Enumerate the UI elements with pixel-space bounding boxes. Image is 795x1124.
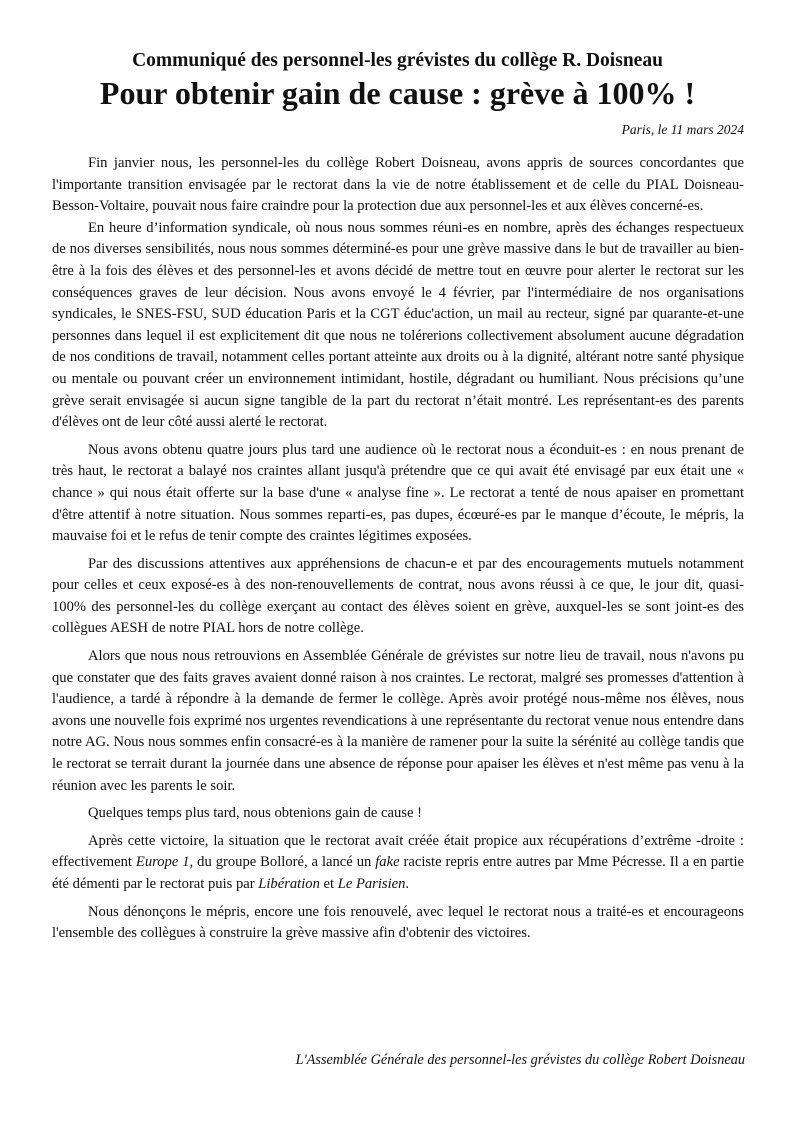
paragraph-1: Fin janvier nous, les personnel-les du collège Robert Doisneau, avons appris de sources concordantes que l'importante transition envisagée par le rectorat dans la vie de notre établissement et de celle du PIAL Doisneau-Besson-Voltaire, pouvait nous faire craindre pour la protection due aux personnel-les et aux élèves concerné-es. bbox=[52, 155, 744, 215]
p7-europe1: Europe 1 bbox=[135, 854, 190, 871]
communique-heading: Communiqué des personnel-les grévistes du collège R. Doisneau bbox=[132, 50, 663, 71]
body-text bbox=[52, 153, 744, 945]
paragraph-7 bbox=[52, 831, 744, 896]
paragraph-5: Alors que nous nous retrouvions en Assemblée Générale de grévistes sur notre lieu de travail, nous n'avons pu que constater que des faits graves avaient donné raison à nos craintes. Le rectorat, malgré ses promesses d'attention à l'audience, a tardé à répondre à la demande de fermer le collège. Après avoir protégé nous-même nos élèves, nous avons une nouvelle fois exprimé nos urgentes revendications à une représentante du rectorat venue nous entendre dans notre AG. Nous nous sommes enfin consacré-es à la manière de ramener pour la suite la sérénité au collège tandis que le rectorat se terrait durant la journée dans une absence de réponse pour apaiser les élèves et n'est même pas venu à la réunion avec les parents le soir. bbox=[52, 648, 744, 794]
paragraph-6: Quelques temps plus tard, nous obtenions gain de cause ! bbox=[88, 805, 422, 822]
paragraph-8: Nous dénonçons le mépris, encore une fois renouvelé, avec lequel le rectorat nous a traité-es et encourageons l'ensemble des collègues à construire la grève massive afin d'obtenir des victoires. bbox=[52, 903, 744, 942]
p7-le-parisien: Le Parisien bbox=[337, 876, 406, 892]
p7-text-c: , du groupe Bolloré, a lancé un bbox=[189, 854, 376, 871]
p7-text-e: raciste repris entre autres par Mme Pécresse. Il a en partie été démenti par le rectorat puis par bbox=[52, 854, 744, 892]
page-title: Pour obtenir gain de cause : grève à 100% ! bbox=[99, 75, 696, 111]
p7-text-i: . bbox=[405, 876, 410, 892]
paragraph-4: Par des discussions attentives aux appréhensions de chacun-e et par des encouragements mutuels notamment pour celles et ceux exposé-es à des non-renouvellements de contrat, nous avons réussi à ce que, le jour dit, quasi-100% des personnel-les du collège exerçant au contact des élèves soient en grève, auxquel-les se sont joint-es des collègues AESH de notre PIAL hors de notre collège. bbox=[52, 555, 744, 637]
p7-text-g: et bbox=[319, 876, 338, 892]
p7-liberation: Libération bbox=[258, 876, 320, 892]
p7-fake: fake bbox=[375, 854, 400, 871]
date-line: Paris, le 11 mars 2024 bbox=[621, 122, 744, 137]
p7-text-a: Après cette victoire, la situation que le rectorat avait créée était propice aux récupérations d’extrême -droite : effectivement bbox=[52, 832, 744, 871]
paragraph-3: Nous avons obtenu quatre jours plus tard une audience où le rectorat nous a éconduit-es : en nous prenant de très haut, le rectorat a balayé nos craintes allant jusqu'à prétendre que ce qui avait été envisagé par eux était une « chance » qui nous était offerte sur la base d'une « analyse fine ». Le rectorat a tenté de nous apaiser en promettant d'être attentif à notre situation. Nous sommes reparti-es, pas dupes, écœuré-es par le manque d’écoute, le mépris, la mauvaise foi et le refus de tenir compte des craintes légitimes exposées. bbox=[52, 441, 744, 545]
signature: L'Assemblée Générale des personnel-les grévistes du collège Robert Doisneau bbox=[295, 1052, 745, 1068]
paragraph-2: En heure d’information syndicale, où nous nous sommes réuni-es en nombre, après des échanges respectueux de nos diverses sensibilités, nous nous sommes déterminé-es pour une grève massive dans le but de travailler au bien-être à la fois des élèves et des personnel-les et avons décidé de mettre tout en œuvre pour alerter le rectorat sur les conséquences graves de leur décision. Nous avons envoyé le 4 février, par l'intermédiaire de nos organisations syndicales, le SNES-FSU, SUD éducation Paris et la CGT éduc'action, un mail au recteur, signé par quarante-et-une personnes dans lequel il est explicitement dit que nous ne tolérerions collectivement absolument aucune dégradation de nos conditions de travail, notamment celles portant atteinte aux droits ou à la dignité, altérant notre santé physique ou mentale ou pouvant créer un environnement intimidant, hostile, dégradant ou humiliant. Nous précisions qu’une grève serait envisagée si aucun signe tangible de la part du rectorat n’était montré. Les représentant-es des parents d'élèves ont de leur côté aussi alerté le rectorat. bbox=[52, 219, 744, 431]
